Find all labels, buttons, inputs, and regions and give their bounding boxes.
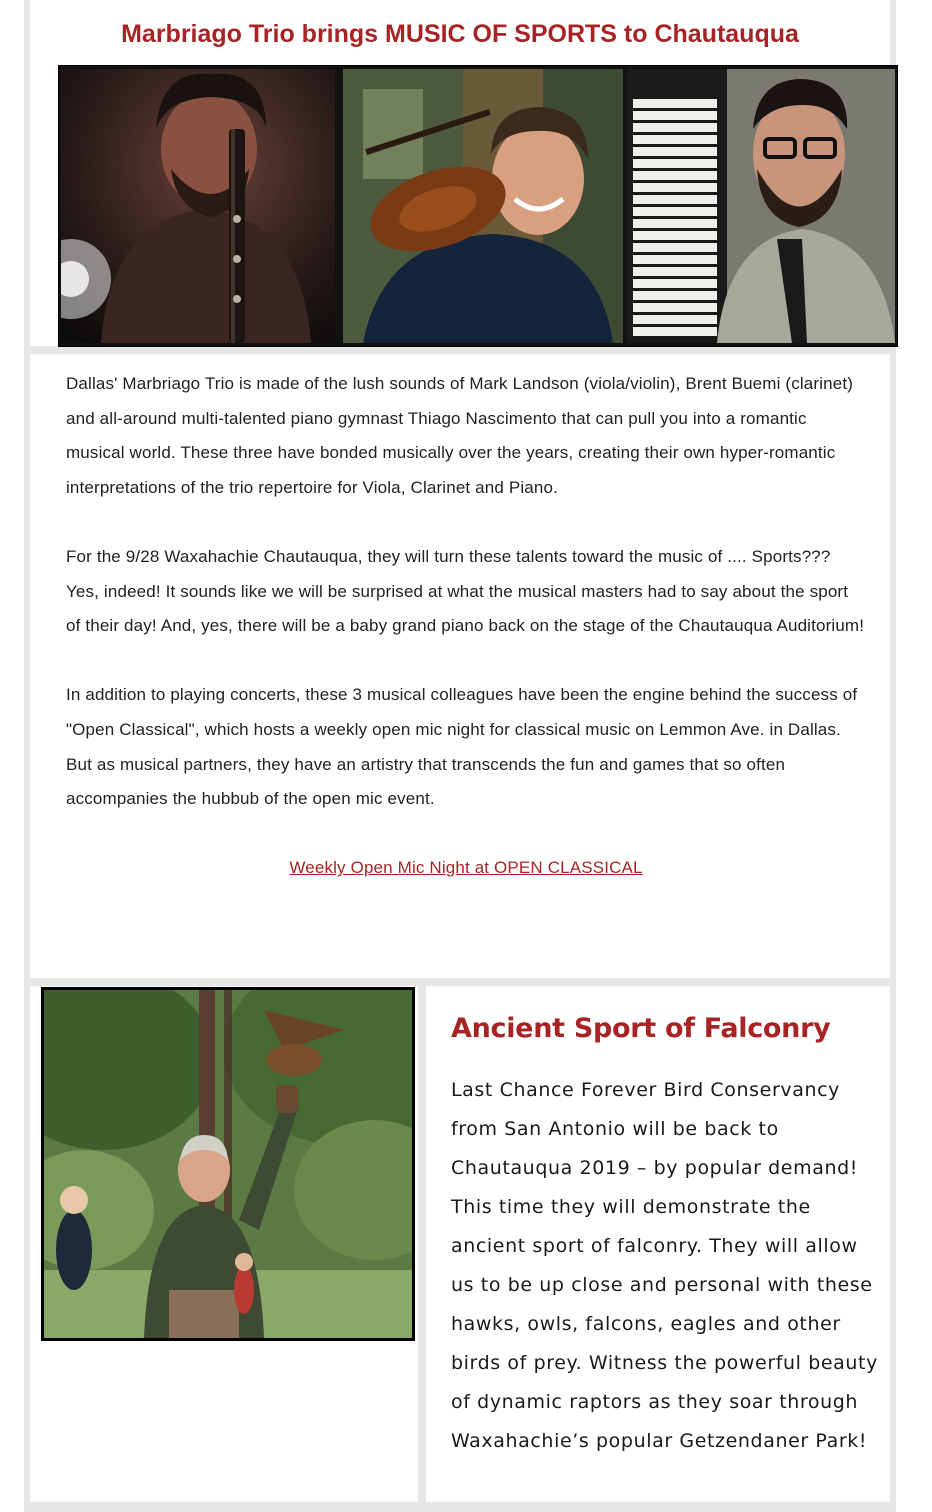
trio-paragraph-3: In addition to playing concerts, these 3 musical colleagues have been the engine behind the success of "Open Classical", which hosts a weekly open mic night for classical music on Lemmon Ave. in Dallas. But as musical partners, they have an artistry that transcends the fun and games that so often accompanies the hubbub of the open mic event. <box>66 685 858 809</box>
headline: Marbriago Trio brings MUSIC OF SPORTS to Chautauqua <box>121 20 799 48</box>
falconer-photo <box>41 987 415 1341</box>
open-classical-link[interactable]: Weekly Open Mic Night at OPEN CLASSICAL <box>289 858 643 878</box>
trio-paragraph-2: For the 9/28 Waxahachie Chautauqua, they will turn these talents toward the music of .... Sports??? Yes, indeed! It sounds like we will be surprised at what the musical masters had to say about the sport of their day! And, yes, there will be a baby grand piano back on the stage of the Chautauqua Auditorium! <box>66 546 865 636</box>
falconry-text: Last Chance Forever Bird Conservancy from San Antonio will be back to Chautauqua 2019 – by popular demand! This time they will demonstrate the ancient sport of falconry. They will allow us to be up close and personal with these hawks, owls, falcons, eagles and other birds of prey. Witness the powerful beauty of dynamic raptors as they soar through Waxahachie’s popular Getzendaner Park! <box>451 1079 878 1452</box>
trio-paragraph-1: Dallas' Marbriago Trio is made of the lush sounds of Mark Landson (viola/violin), Brent Buemi (clarinet) and all-around multi-talented piano gymnast Thiago Nascimento that can pull you into a romantic musical world. These three have bonded musically over the years, creating their own hyper-romantic interpretations of the trio repertoire for Viola, Clarinet and Piano. <box>66 374 854 497</box>
trio-photo-strip <box>58 65 898 347</box>
clarinetist-photo <box>61 69 335 343</box>
pianist-photo <box>627 69 895 343</box>
trio-article <box>66 367 866 886</box>
falconry-title: Ancient Sport of Falconry <box>451 1013 831 1044</box>
violist-photo <box>343 69 623 343</box>
link-line <box>66 851 866 886</box>
